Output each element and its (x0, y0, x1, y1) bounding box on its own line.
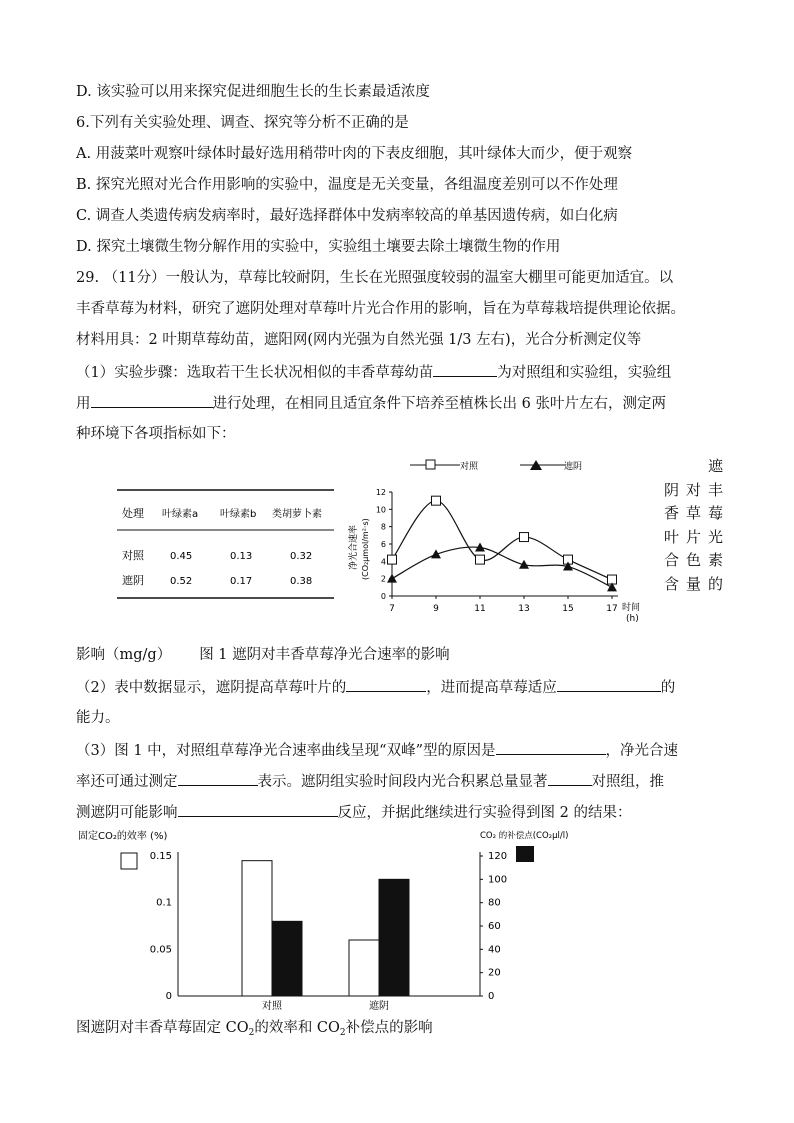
chart1-point-shade (431, 549, 441, 558)
answer-blank-8[interactable] (178, 802, 338, 817)
chart2-right-tick-label: 40 (488, 944, 501, 956)
chart1-point-shade (387, 574, 397, 583)
step-3-line-3 (76, 802, 631, 823)
table-cell: 0.17 (230, 576, 253, 587)
table-side-caption (664, 455, 730, 635)
step-3-text-a: （3）图 1 中，对照组草莓净光合速率曲线呈现“双峰”型的原因是 (76, 743, 496, 759)
chart1-x-tick-label: 13 (518, 604, 530, 614)
chart1-x-tick-label: 7 (389, 604, 395, 614)
question-6-option-d: D. 探究土壤微生物分解作用的实验中，实验组土壤要去除土壤微生物的作用 (76, 239, 561, 255)
table-header-0: 处理 (122, 507, 144, 520)
chart1-y-tick-label: 2 (380, 574, 386, 584)
chart2-bar-compensation (272, 921, 302, 996)
question-6-option-a: A. 用菠菜叶观察叶绿体时最好选用稍带叶肉的下表皮细胞，其叶绿体大而少，便于观察 (76, 146, 633, 162)
step-1-line-2 (76, 393, 666, 414)
side-caption-char: 阴 (664, 480, 680, 499)
chart1-y-tick-label: 10 (375, 505, 386, 515)
answer-blank-7[interactable] (548, 771, 592, 786)
chart2-left-tick-label: 0 (165, 991, 172, 1002)
table-cell: 对照 (122, 549, 144, 562)
side-caption-char: 的 (708, 574, 724, 593)
chart2-right-axis-label: CO₂ 的补偿点(CO₂μl/l) (480, 831, 569, 841)
table-header-1: 叶绿素a (162, 509, 199, 520)
question-29-intro-2: 丰香草莓为材料，研究了遮阴处理对草莓叶片光合作用的影响，旨在为草莓栽培提供理论依据。 (76, 301, 685, 317)
chart1-x-tick-label: 9 (433, 604, 439, 614)
chart1-x-tick-label: 17 (606, 604, 618, 614)
table-caption: 影响（mg/g） (76, 647, 172, 663)
question-29-intro: 29. （11分）一般认为，草莓比较耐阴，生长在光照强度较弱的温室大棚里可能更加适宜。以 (76, 270, 674, 286)
side-caption-char: 香 (664, 504, 680, 522)
step-3-text-c: 率还可通过测定 (76, 774, 178, 790)
answer-blank-3[interactable] (346, 677, 426, 692)
chart2-right-tick-label: 0 (488, 991, 495, 1002)
step-1-text-a: （1）实验步骤：选取若干生长状况相似的丰香草莓幼苗 (76, 365, 434, 381)
side-caption-char: 素 (708, 551, 724, 569)
question-6-option-b: B. 探究光照对光合作用影响的实验中，温度是无关变量，各组温度差别可以不作处理 (76, 177, 618, 193)
table-caption-line (76, 645, 450, 665)
chart2-left-tick-label: 0.1 (156, 897, 172, 909)
step-2-text-c: 的 (660, 680, 676, 696)
side-caption-char: 量 (686, 574, 702, 593)
chart1-series-line-control (392, 501, 612, 580)
step-3-line-2 (76, 771, 664, 792)
answer-blank-4[interactable] (557, 677, 661, 692)
chart2-bar-fixation (242, 861, 272, 996)
legend-control-marker (426, 460, 435, 469)
step-2-line-1 (76, 677, 675, 698)
chart2-bar-compensation (379, 879, 409, 996)
chart2-legend-white (121, 853, 137, 869)
chart1-y-tick-label: 0 (380, 592, 386, 601)
side-caption-char: 色 (686, 551, 702, 569)
chart1-point-control (432, 496, 441, 505)
step-3-text-e: 对照组，推 (591, 774, 664, 790)
side-caption-char: 光 (708, 527, 724, 546)
step-1-text-b: 为对照组和实验组，实验组 (497, 365, 672, 381)
chart1-xlabel: 时间 (622, 603, 641, 613)
chart2-right-tick-label: 120 (488, 851, 508, 862)
chart1-point-control (388, 555, 397, 564)
table-cell: 遮阴 (122, 574, 144, 587)
chart1-xlabel-unit: (h) (626, 614, 639, 624)
step-3-text-f: 测遮阴可能影响 (76, 805, 178, 821)
fig2-caption-e: 补偿点的影响 (345, 1020, 433, 1036)
pigment-table (112, 485, 338, 605)
chart2-bar-fixation (349, 940, 379, 996)
table-cell: 0.38 (290, 576, 313, 587)
step-3-text-d: 表示。遮阴组实验时间段内光合积累总量显著 (257, 774, 548, 790)
side-caption-char: 丰 (708, 480, 724, 499)
chart2-right-tick-label: 60 (488, 921, 501, 932)
fig2-caption-sub1: 2 (248, 1028, 255, 1038)
table-cell: 0.52 (170, 576, 193, 587)
figure-2-caption (76, 1018, 433, 1043)
chart1-point-control (476, 555, 485, 564)
chart2-right-tick-label: 100 (488, 874, 508, 886)
chart1-y-tick-label: 12 (375, 488, 386, 497)
side-caption-char: 片 (686, 527, 702, 546)
chart1-ylabel-unit: (CO₂μmol/m²·s) (361, 518, 370, 580)
chart2-left-axis-label: 固定CO₂的效率 (%) (78, 831, 168, 842)
step-1-line-3: 种环境下各项指标如下： (76, 426, 236, 442)
co2-fixation-bar-chart (76, 826, 736, 1016)
answer-blank-2[interactable] (91, 393, 213, 408)
side-caption-char: 对 (686, 480, 702, 499)
step-3-text-g: 反应，并据此继续进行实验得到图 2 的结果： (337, 805, 632, 821)
answer-blank-1[interactable] (433, 362, 497, 377)
step-3-line-1 (76, 740, 678, 761)
net-photosynthesis-line-chart (340, 452, 660, 627)
chart1-legend (410, 460, 582, 472)
option-d-line: D. 该实验可以用来探究促进细胞生长的生长素最适浓度 (76, 84, 430, 100)
step-3-text-b: ，净光合速 (605, 743, 678, 759)
step-2-text-b: ，进而提高草莓适应 (426, 680, 557, 696)
chart1-y-tick-label: 6 (380, 540, 386, 549)
answer-blank-5[interactable] (496, 740, 606, 755)
chart2-right-tick-label: 20 (488, 967, 501, 979)
step-1-text-d: 进行处理，在相同且适宜条件下培养至植株长出 6 张叶片左右，测定两 (212, 396, 666, 412)
fig2-caption-a: 图遮阴对丰香草莓固定 CO (76, 1020, 249, 1036)
chart1-y-tick-label: 4 (380, 557, 386, 567)
side-caption-char: 叶 (664, 527, 680, 546)
table-header-3: 类胡萝卜素 (272, 509, 322, 520)
chart1-series-line-shade (392, 547, 612, 587)
fig2-caption-sub2: 2 (339, 1028, 346, 1038)
chart2-right-tick-label: 80 (488, 897, 501, 909)
chart2-left-tick-label: 0.05 (149, 944, 172, 956)
chart2-category-label: 对照 (262, 1001, 282, 1012)
chart2-left-tick-label: 0.15 (149, 851, 172, 862)
chart1-point-control (520, 533, 529, 542)
step-1-line-1 (76, 362, 671, 383)
table-cell: 0.45 (170, 551, 193, 562)
question-6-title: 6.下列有关实验处理、调查、探究等分析不正确的是 (76, 115, 409, 131)
fig2-caption-c: 的效率和 CO (254, 1020, 340, 1036)
chart1-y-tick-label: 8 (380, 522, 386, 532)
step-2-text-a: （2）表中数据显示，遮阴提高草莓叶片的 (76, 680, 347, 696)
side-caption-char: 遮 (708, 457, 724, 475)
side-caption-char: 草 (686, 504, 702, 522)
chart1-x-tick-label: 15 (562, 604, 574, 614)
side-caption-char: 莓 (708, 504, 724, 522)
chart1-x-tick-label: 11 (474, 604, 486, 614)
chart2-legend-black (516, 846, 534, 862)
legend-shade-label: 遮阴 (564, 462, 583, 472)
question-29-materials: 材料用具：2 叶期草莓幼苗，遮阳网(网内光强为自然光强 1/3 左右)，光合分析测定仪等 (76, 332, 642, 348)
chart2-category-label: 遮阴 (369, 1001, 389, 1012)
answer-blank-6[interactable] (178, 771, 258, 786)
legend-control-label: 对照 (460, 462, 479, 472)
question-6-option-c: C. 调查人类遗传病发病率时，最好选择群体中发病率较高的单基因遗传病，如白化病 (76, 208, 618, 224)
step-2-line-2: 能力。 (76, 710, 120, 726)
table-cell: 0.13 (230, 551, 253, 562)
step-1-text-c: 用 (76, 396, 91, 412)
side-caption-char: 合 (664, 551, 680, 569)
figure-1-caption: 图 1 遮阴对丰香草莓净光合速率的影响 (199, 647, 450, 663)
side-caption-char: 含 (664, 574, 680, 593)
table-cell: 0.32 (290, 551, 313, 562)
chart1-ylabel: 净光合速率 (349, 524, 359, 570)
table-header-2: 叶绿素b (220, 509, 257, 520)
